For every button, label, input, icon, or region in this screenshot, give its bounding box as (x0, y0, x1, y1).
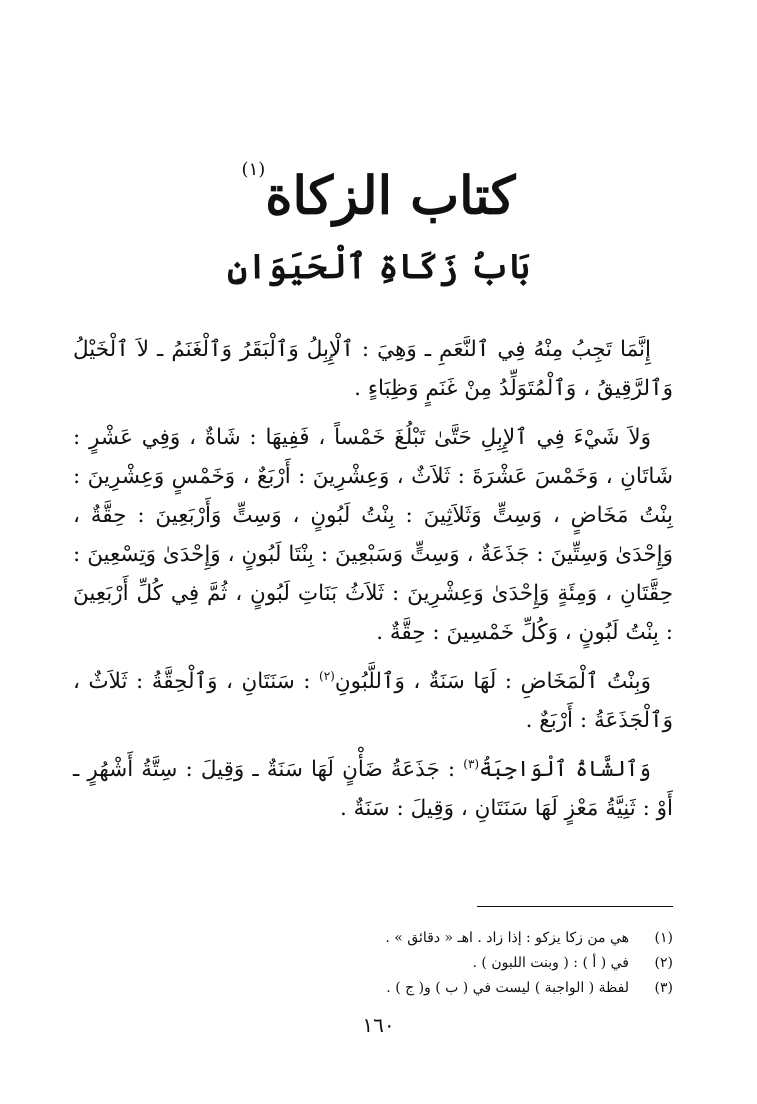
book-title-text: كتاب الزكاة (265, 165, 516, 227)
book-title (0, 150, 757, 236)
footnote-1 (73, 926, 673, 951)
paragraph-3-text-after: : سَنَتَانِ ، وَٱلْحِقَّةُ : ثَلاَثٌ ، وَٱلْجَذَعَةُ : أَرْبَعٌ . (73, 669, 673, 733)
footnote-ref-2[interactable]: (٢) (319, 668, 335, 683)
footnote-text: هي من زكا يزكو : إذا زاد . اهـ « دقائق » . (385, 930, 629, 946)
footnote-divider (477, 906, 673, 907)
footnote-number: (٣) (654, 980, 673, 996)
paragraph-3-text-before: وَبِنْتُ ٱلْمَخَاضِ : لَهَا سَنَةٌ ، وَٱللَّبُونِ (334, 669, 651, 694)
paragraph-4-text-before: وَٱلشَّاةُ ٱلْوَاجِبَةُ (479, 757, 651, 782)
paragraph-2: وَلاَ شَيْءَ فِي ٱلإِبِلِ حَتَّىٰ تَبْلُغَ خَمْساً ، فَفِيهَا : شَاةٌ ، وَفِي عَشْرٍ : شَاتَانِ ، وَخَمْسَ عَشْرَةَ : ثَلاَثٌ ، وَعِشْرِينَ : أَرْبَعٌ ، وَخَمْسٍ وَعِشْرِينَ : بِنْتُ مَخَاضٍ ، وَسِتٍّ وَثَلاَثِينَ : بِنْتُ لَبُونٍ ، وَسِتٍّ وَأَرْبَعِينَ : حِقَّةٌ ، وَإِحْدَىٰ وَسِتِّينَ : جَذَعَةٌ ، وَسِتٍّ وَسَبْعِينَ : بِنْتَا لَبُونٍ ، وَإِحْدَىٰ وَتِسْعِينَ : حِقَّتَانِ ، وَمِئَةٍ وَإِحْدَىٰ وَعِشْرِينَ : ثَلاَثُ بَنَاتِ لَبُونٍ ، ثُمَّ فِي كُلِّ أَرْبَعِينَ : بِنْتُ لَبُونٍ ، وَكُلِّ خَمْسِينَ : حِقَّةٌ . (73, 425, 673, 645)
page-number: ١٦٠ (362, 1013, 395, 1037)
footnotes-section (73, 926, 673, 1001)
footnote-number: (١) (654, 930, 673, 946)
footnote-number: (٢) (654, 955, 673, 971)
paragraph-3 (73, 662, 673, 740)
paragraph-1: إِنَّمَا تَجِبُ مِنْهُ فِي ٱلنَّعَمِ ـ وَهِيَ : ٱلْإِبِلُ وَٱلْبَقَرُ وَٱلْغَنَمُ ـ لاَ ٱلْخَيْلُ وَٱلرَّقِيقُ ، وَٱلْمُتَوَلِّدُ مِنْ غَنَمٍ وَظِبَاءٍ . (73, 337, 673, 401)
paragraph-4-text-after: : جَذَعَةُ ضَأْنٍ لَهَا سَنَةٌ ـ وَقِيلَ : سِتَّةُ أَشْهُرٍ ـ أَوْ : ثَنِيَّةُ مَعْزٍ لَهَا سَنَتَانِ ، وَقِيلَ : سَنَةٌ . (73, 757, 673, 821)
paragraph-4 (73, 750, 673, 828)
footnote-text: لفظة ( الواجبة ) ليست في ( ب ) و( ج ) . (386, 980, 629, 996)
footnote-ref-3[interactable]: (٣) (463, 756, 480, 771)
footnote-3 (73, 976, 673, 1001)
book-title-footnote-ref[interactable]: (١) (241, 159, 266, 180)
chapter-title: بَابُ زَكَاةِ ٱلْحَيَوَانِ (227, 247, 530, 287)
main-text (73, 330, 673, 838)
footnote-text: في ( أ ) : ( وبنت اللبون ) . (472, 955, 629, 971)
footnote-2 (73, 951, 673, 976)
